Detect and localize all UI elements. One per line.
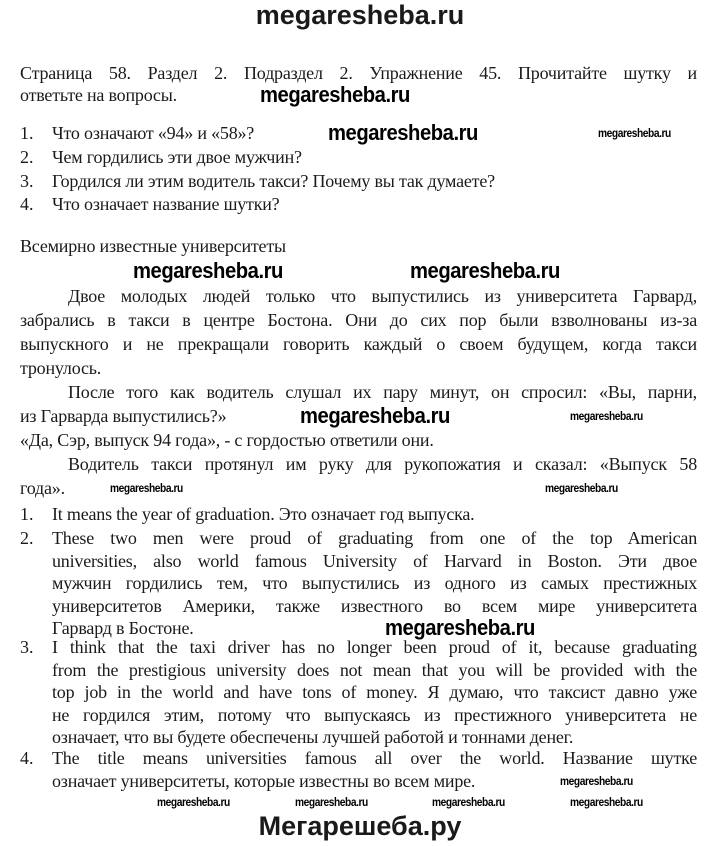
answer-line: означает, что вы будете обеспечены лучшей работой и тоннами денег. <box>52 727 574 748</box>
answer-line: I think that the taxi driver has no longer been proud of it, because graduating <box>52 637 697 657</box>
watermark: megaresheba.ru <box>295 795 368 809</box>
question-text: Что означает название шутки? <box>52 194 280 214</box>
story-title: Всемирно известные университеты <box>20 236 286 256</box>
watermark: megaresheba.ru <box>157 795 230 809</box>
answer-line: не гордился этим, потому что выпускаясь из престижного университета не <box>52 704 697 725</box>
watermark: megaresheba.ru <box>385 615 535 640</box>
story-line: выпускного и не прекращали говорить каждый о своем будущем, когда такси <box>20 334 697 354</box>
question-number: 3. <box>20 171 34 191</box>
answer-line: мужчин гордились тем, что выпустились из одного из самых престижных <box>52 573 697 594</box>
question-text: Что означают «94» и «58»? <box>52 123 255 143</box>
watermark: megaresheba.ru <box>570 409 643 423</box>
story-line: После того как водитель слушал их пару минут, он спросил: «Вы, парни, <box>68 382 697 402</box>
site-title: megaresheba.ru <box>255 0 465 30</box>
watermark: megaresheba.ru <box>410 258 560 283</box>
story-line: года». <box>20 478 65 498</box>
story-line: из Гарварда выпустились?» <box>20 406 227 426</box>
watermark: megaresheba.ru <box>133 258 283 283</box>
watermark: megaresheba.ru <box>110 481 183 495</box>
watermark: megaresheba.ru <box>545 481 618 495</box>
watermark: megaresheba.ru <box>570 795 643 809</box>
question-number: 1. <box>20 123 34 143</box>
question-number: 4. <box>20 194 34 214</box>
question-text: Гордился ли этим водитель такси? Почему вы так думаете? <box>52 171 495 191</box>
story-line: «Да, Сэр, выпуск 94 года», - с гордостью ответили они. <box>20 430 434 450</box>
answer-line: universities, also world famous University of Harvard in Boston. Эти двое <box>52 550 697 571</box>
story-line: тронулось. <box>20 358 102 378</box>
story-line: забрались в такси в центре Бостона. Они до сих пор были взволнованы из-за <box>20 310 697 330</box>
answer-line: These two men were proud of graduating from one of the top American <box>52 528 697 548</box>
answer-number: 3. <box>20 637 34 657</box>
watermark: megaresheba.ru <box>260 82 410 107</box>
story-line: Водитель такси протянул им руку для рукопожатия и сказал: «Выпуск 58 <box>68 454 697 474</box>
story-line: Двое молодых людей только что выпустились из университета Гарвард, <box>68 286 697 306</box>
question-text: Чем гордились эти двое мужчин? <box>52 147 302 167</box>
answer-number: 2. <box>20 528 34 548</box>
answer-line: университетов Америки, также известного во всем мире университета <box>52 595 697 616</box>
answer-number: 1. <box>20 504 34 524</box>
watermark: megaresheba.ru <box>432 795 505 809</box>
watermark: megaresheba.ru <box>598 126 671 140</box>
answer-line: from the prestigious university does not mean that you will be provided with the <box>52 659 697 680</box>
watermark: megaresheba.ru <box>300 403 450 428</box>
watermark: megaresheba.ru <box>328 120 478 145</box>
question-number: 2. <box>20 147 34 167</box>
answer-line: The title means universities famous all over the world. Название шутке <box>52 748 697 768</box>
answer-line: означает университеты, которые известны во всем мире. <box>52 770 476 791</box>
watermark: megaresheba.ru <box>560 774 633 788</box>
site-footer-title: Мегарешеба.ру <box>258 811 462 841</box>
answer-line: Гарвард в Бостоне. <box>52 618 194 639</box>
answer-line: top job in the world and have tons of money. Я думаю, что таксист давно уже <box>52 682 697 703</box>
answer-number: 4. <box>20 748 34 768</box>
task-line: ответьте на вопросы. <box>20 85 177 105</box>
task-line: Страница 58. Раздел 2. Подраздел 2. Упражнение 45. Прочитайте шутку и <box>20 63 697 83</box>
answer-line: It means the year of graduation. Это означает год выпуска. <box>52 504 475 524</box>
